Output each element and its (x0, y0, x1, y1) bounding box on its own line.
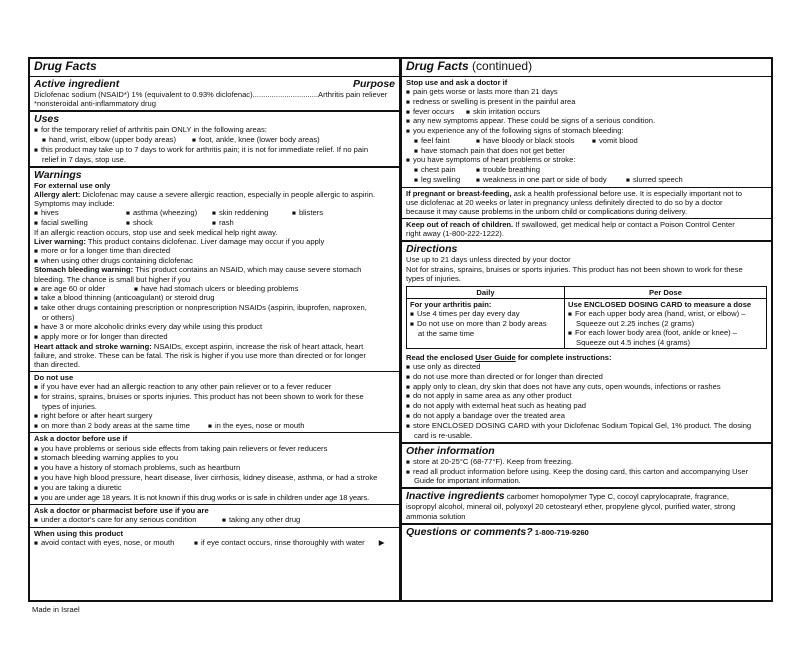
ask-doctor-item: ■ you have a history of stomach problems, such as heartburn (34, 463, 395, 473)
pregnant-section (402, 188, 771, 219)
pregnant-text: because it may cause problems in the unborn child or complications during delivery. (406, 207, 687, 217)
allergy-after: If an allergic reaction occurs, stop use and seek medical help right away. (34, 227, 278, 237)
stomach-item: ■ apply more or for longer than directed (34, 332, 395, 342)
heart-warning: Heart attack and stroke warning: NSAIDs, except aspirin, increase the risk of heart attack, heart (34, 341, 364, 351)
symptom-item: ■ rash (212, 218, 234, 228)
made-in-label: Made in Israel (32, 605, 80, 614)
directions-text: Use up to 21 days unless directed by your doctor (406, 255, 571, 265)
drug-facts-title-section (30, 59, 399, 77)
symptom-item: ■ shock (126, 218, 212, 228)
keep-out-text: If swallowed, get medical help or contact a Poison Control Center (513, 220, 735, 230)
keep-out-section (402, 219, 771, 242)
directions-item: ■ do not apply a bandage over the treated area (406, 411, 767, 421)
symptom-item: ■ hives (34, 208, 126, 218)
directions-section (402, 242, 771, 443)
questions-heading: Questions or comments? (406, 525, 533, 538)
other-information-item-cont: Guide for important information. (414, 476, 521, 486)
purpose-label: Purpose (352, 77, 395, 90)
drug-facts-continued-title-section (402, 59, 771, 77)
dose-item: ■ For each lower body area (foot, ankle or knee) – (568, 328, 763, 338)
heart-warning-cont: than directed. (34, 359, 81, 369)
ask-doctor-item: ■ you have problems or serious side effects from taking pain relievers or fever reducers (34, 444, 395, 454)
do-not-use-item: ■ for strains, sprains, bruises or sports injuries. This product has not been shown to work for these (34, 392, 395, 402)
stomach-item: ■ take other drugs containing prescription or nonprescription NSAIDs (aspirin, ibuprofen, naproxen, (34, 303, 395, 313)
when-using-section (30, 528, 399, 550)
stop-use-subitem: ■ feel faint (414, 136, 476, 146)
when-using-heading: When using this product (34, 529, 124, 539)
do-not-use-item: ■ on more than 2 body areas at the same time (34, 421, 208, 431)
ask-doctor-item: ■ you are under age 18 years. It is not known if this drug works or is safe in children under age 18 years. (34, 493, 395, 503)
ask-pharmacist-section (30, 505, 399, 528)
do-not-use-item-cont: types of injuries. (42, 401, 97, 411)
stop-use-subitem: ■ slurred speech (626, 175, 683, 185)
stop-use-subitem: ■ have bloody or black stools (476, 136, 592, 146)
directions-item: ■ do not use more than directed or for longer than directed (406, 372, 767, 382)
keep-out-label: Keep out of reach of children. (406, 220, 514, 230)
symptom-item: ■ skin reddening (212, 208, 292, 218)
dose-item-cont: Squeeze out 4.5 inches (4 grams) (576, 337, 690, 347)
stop-use-item: ■ fever occurs (406, 107, 466, 117)
directions-text: types of injuries. (406, 273, 461, 283)
continued-label: (continued) (472, 59, 533, 73)
stomach-item: ■ have had stomach ulcers or bleeding problems (134, 284, 298, 294)
active-ingredient-label: Active ingredient (34, 77, 120, 90)
pregnant-text: use diclofenac at 20 weeks or later in pregnancy unless definitely directed to do so by a doctor (406, 197, 723, 207)
active-ingredient-line: Diclofenac sodium (NSAID*) 1% (equivalent to 0.93% diclofenac)...............................Arthritis pain reliever (34, 89, 388, 99)
other-information-item: ■ read all product information before using. Keep the dosing card, this carton and accompanying User (406, 467, 767, 477)
stop-use-subitem: ■ trouble breathing (476, 165, 540, 175)
dosing-table-dose-cell (565, 299, 766, 348)
liver-item: ■ when using other drugs containing diclofenac (34, 256, 395, 266)
do-not-use-heading: Do not use (34, 373, 74, 383)
uses-item: ■ for the temporary relief of arthritis pain ONLY in the following areas: (34, 125, 395, 135)
stop-use-item: ■ you experience any of the following signs of stomach bleeding: (406, 126, 767, 136)
ask-pharmacist-item: ■ under a doctor's care for any serious condition (34, 515, 222, 525)
dosing-table-header-daily: Daily (407, 287, 565, 299)
stop-use-item: ■ you have symptoms of heart problems or stroke: (406, 155, 767, 165)
ask-pharmacist-item: ■ taking any other drug (222, 515, 300, 525)
drug-facts-left-panel (28, 57, 401, 602)
stomach-item-cont: or others) (42, 313, 75, 323)
liver-warning: Liver warning: This product contains diclofenac. Liver damage may occur if you apply (34, 236, 325, 246)
daily-heading: For your arthritis pain: (410, 299, 492, 309)
stop-use-subitem: ■ leg swelling (414, 175, 476, 185)
uses-section (30, 112, 399, 168)
drug-facts-title: Drug Facts (34, 59, 97, 73)
stomach-warning-cont: bleeding. The chance is small but higher if you (34, 274, 191, 284)
uses-subitem: ■ foot, ankle, knee (lower body areas) (192, 135, 320, 145)
stop-use-heading: Stop use and ask a doctor if (406, 77, 508, 87)
dosing-table-daily-cell (407, 299, 565, 348)
inactive-ingredients-text: isopropyl alcohol, mineral oil, polyoxyl 20 cetostearyl ether, propylene glycol, purified water, strong (406, 502, 736, 512)
uses-item: ■ this product may take up to 7 days to work for arthritis pain; it is not for immediate relief. If no pain (34, 145, 395, 155)
ask-doctor-heading: Ask a doctor before use if (34, 434, 128, 444)
stomach-item: ■ take a blood thinning (anticoagulant) or steroid drug (34, 293, 395, 303)
stop-use-item: ■ skin irritation occurs (466, 107, 540, 117)
inactive-ingredients-section (402, 489, 771, 524)
warnings-heading: Warnings (34, 168, 82, 181)
warnings-section (30, 168, 399, 372)
keep-out-text: right away (1-800-222-1222). (406, 229, 504, 239)
do-not-use-item: ■ if you have ever had an allergic reaction to any other pain reliever or to a fever reducer (34, 382, 395, 392)
directions-text: Not for strains, sprains, bruises or sports injuries. This product has not been shown to work for these (406, 264, 743, 274)
inactive-ingredients-text: carbomer homopolymer Type C, cocoyl caprylocaprate, fragrance, (504, 492, 730, 502)
stop-use-item: ■ any new symptoms appear. These could be signs of a serious condition. (406, 116, 767, 126)
symptoms-label: Symptoms may include: (34, 198, 115, 208)
do-not-use-section (30, 372, 399, 433)
other-information-item: ■ store at 20-25°C (68-77°F). Keep from freezing. (406, 457, 767, 467)
active-ingredient-heading (34, 78, 395, 90)
other-information-heading: Other information (406, 444, 495, 457)
dosing-table (406, 286, 767, 349)
ask-doctor-item: ■ you are taking a diuretic (34, 483, 395, 493)
directions-item: ■ apply only to clean, dry skin that does not have any cuts, open wounds, infections or rashes (406, 382, 767, 392)
stop-use-subitem: ■ weakness in one part or side of body (476, 175, 626, 185)
stop-use-subitem: ■ vomit blood (592, 136, 638, 146)
ask-doctor-item: ■ stomach bleeding warning applies to you (34, 453, 395, 463)
stomach-item: ■ are age 60 or older (34, 284, 134, 294)
other-information-section (402, 444, 771, 490)
stop-use-item: ■ pain gets worse or lasts more than 21 days (406, 87, 767, 97)
symptom-item: ■ blisters (292, 208, 323, 218)
directions-item: ■ use only as directed (406, 362, 767, 372)
uses-heading: Uses (34, 113, 60, 126)
active-ingredient-note: *nonsteroidal anti-inflammatory drug (34, 98, 156, 108)
stop-use-subitem: ■ chest pain (414, 165, 476, 175)
heart-warning-cont: failure, and stroke. These can be fatal. The risk is higher if you use more than directed or for longer (34, 350, 366, 360)
uses-item-cont: relief in 7 days, stop use. (42, 154, 126, 164)
stomach-item: ■ have 3 or more alcoholic drinks every day while using this product (34, 322, 395, 332)
daily-item: ■ Use 4 times per day every day (410, 309, 561, 319)
directions-item: ■ do not apply in same area as any other product (406, 391, 767, 401)
when-using-item: ■ if eye contact occurs, rinse thoroughly with water (194, 538, 365, 548)
daily-item-cont: at the same time (418, 328, 475, 338)
ask-doctor-item: ■ you have high blood pressure, heart disease, liver cirrhosis, kidney disease, asthma, or had a stroke (34, 473, 395, 483)
inactive-ingredients-heading: Inactive ingredients (406, 490, 505, 503)
stop-use-item: ■ redness or swelling is present in the painful area (406, 97, 767, 107)
symptom-item: ■ facial swelling (34, 218, 126, 228)
stomach-warning: Stomach bleeding warning: This product contains an NSAID, which may cause severe stomach (34, 265, 362, 275)
external-use-text: For external use only (34, 180, 111, 190)
pregnant-text: ask a health professional before use. It is especially important not to (511, 188, 742, 198)
directions-item-cont: card is re-usable. (414, 430, 473, 440)
dose-heading: Use ENCLOSED DOSING CARD to measure a dose (568, 299, 752, 309)
dose-item-cont: Squeeze out 2.25 inches (2 grams) (576, 318, 695, 328)
pregnant-label: If pregnant or breast-feeding, (406, 188, 512, 198)
drug-facts-title: Drug Facts (406, 59, 469, 73)
daily-item: ■ Do not use on more than 2 body areas (410, 319, 561, 329)
questions-phone: 1-800-719-9260 (532, 527, 589, 537)
do-not-use-item: ■ right before or after heart surgery (34, 411, 395, 421)
ask-doctor-section (30, 433, 399, 505)
active-ingredient-section (30, 77, 399, 112)
allergy-alert: Allergy alert: Diclofenac may cause a severe allergic reaction, especially in people allergic to aspirin. (34, 189, 376, 199)
dosing-table-header-dose: Per Dose (565, 287, 766, 299)
directions-item: ■ store ENCLOSED DOSING CARD with your Diclofenac Sodium Topical Gel, 1% product. The dosing (406, 421, 767, 431)
dose-item: ■ For each upper body area (hand, wrist, or elbow) – (568, 309, 763, 319)
questions-section (402, 525, 771, 540)
drug-facts-right-panel (400, 57, 773, 602)
inactive-ingredients-text: ammonia solution (406, 511, 466, 521)
stop-use-section (402, 77, 771, 188)
user-guide-link: User Guide (475, 352, 516, 362)
ask-pharmacist-heading: Ask a doctor or pharmacist before use if you are (34, 506, 209, 516)
directions-item: ■ do not apply with external heat such as heating pad (406, 401, 767, 411)
do-not-use-item: ■ in the eyes, nose or mouth (208, 421, 304, 431)
directions-heading: Directions (406, 243, 458, 256)
uses-subitem: ■ hand, wrist, elbow (upper body areas) (42, 135, 192, 145)
stop-use-subitem: ■ have stomach pain that does not get better (406, 146, 767, 156)
read-user-guide: Read the enclosed User Guide for complete instructions: (406, 352, 612, 362)
liver-item: ■ more or for a longer time than directed (34, 246, 395, 256)
symptom-item: ■ asthma (wheezing) (126, 208, 212, 218)
continue-arrow-icon: ▶ (378, 538, 385, 548)
when-using-item: ■ avoid contact with eyes, nose, or mouth (34, 538, 194, 548)
